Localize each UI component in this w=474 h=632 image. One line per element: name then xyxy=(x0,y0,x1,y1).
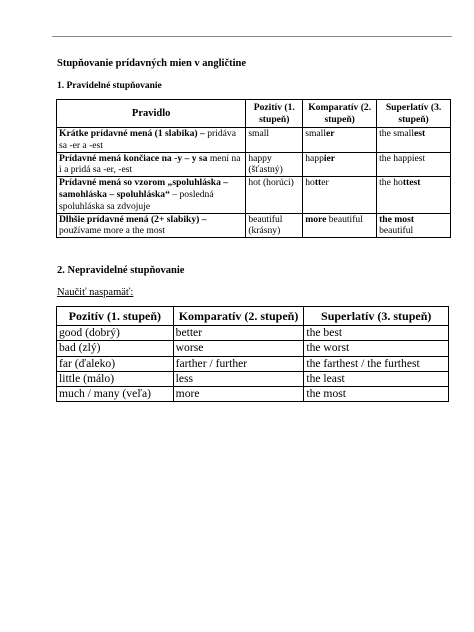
table-row xyxy=(57,213,451,238)
irregular-comparison-table xyxy=(56,306,449,402)
table-row xyxy=(57,387,449,402)
rule-text: mení na i a pridá sa -er, -est xyxy=(59,152,241,176)
superlative-cell-text: the ho xyxy=(379,177,403,189)
table-header-row xyxy=(57,100,451,128)
memorize-note: Naučiť naspamäť: xyxy=(57,287,134,298)
table-row xyxy=(57,341,449,356)
comparative-cell: more xyxy=(173,387,304,402)
table-row xyxy=(57,356,449,371)
superlative-cell-bold: the most xyxy=(379,213,415,225)
rule-cell xyxy=(57,177,246,213)
rule-bold: Krátke prídavné mená (1 slabika) – xyxy=(59,128,205,139)
header-komparativ: Komparatív (2. stupeň) xyxy=(173,307,304,326)
rule-bold: Prídavné mená končiace na -y – y sa xyxy=(59,152,208,164)
superlative-cell xyxy=(377,152,451,177)
superlative-cell xyxy=(377,177,451,213)
header-superlativ: Superlatív (3. stupeň) xyxy=(304,307,449,326)
top-rule xyxy=(52,36,452,37)
comparative-cell-text: small xyxy=(305,128,327,139)
comparative-cell-text: ho xyxy=(305,177,315,189)
comparative-cell xyxy=(303,152,377,177)
superlative-cell: the farthest / the furthest xyxy=(304,356,449,371)
rule-text: používame more a the most xyxy=(59,225,166,237)
table-row xyxy=(57,152,451,177)
comparative-cell-suffix: beautiful xyxy=(326,213,363,225)
rule-bold: Prídavné mená so vzorom „spoluhláska – samohláska – spoluhláska“ xyxy=(59,177,229,200)
comparative-cell xyxy=(303,177,377,213)
comparative-cell xyxy=(303,213,377,238)
comparative-cell: worse xyxy=(173,341,304,356)
header-pozitiv: Pozitív (1. stupeň) xyxy=(246,100,303,128)
superlative-cell-bold: est xyxy=(414,128,426,139)
comparative-cell xyxy=(303,128,377,153)
superlative-cell: the worst xyxy=(304,341,449,356)
superlative-cell-text: the small xyxy=(379,128,415,139)
positive-cell: bad (zlý) xyxy=(57,341,174,356)
rule-cell xyxy=(57,128,246,153)
rule-text: – posledná spoluhláska sa zdvojuje xyxy=(59,188,214,212)
header-pravidlo: Pravidlo xyxy=(57,100,246,128)
page-title: Stupňovanie prídavných mien v angličtine xyxy=(57,58,247,69)
header-superlativ: Superlatív (3. stupeň) xyxy=(377,100,451,128)
superlative-cell xyxy=(377,213,451,238)
superlative-cell-text: the happiest xyxy=(379,152,426,164)
comparative-cell-bold: ier xyxy=(323,152,336,164)
rule-bold: Dlhšie prídavné mená (2+ slabiky) – xyxy=(59,213,207,225)
table-row xyxy=(57,326,449,341)
comparative-cell-text: happ xyxy=(305,152,324,164)
positive-cell: hot (horúci) xyxy=(246,177,303,213)
comparative-cell-bold: er xyxy=(326,128,335,139)
positive-cell: little (málo) xyxy=(57,371,174,386)
comparative-cell-bold: tt xyxy=(314,177,322,189)
rule-cell xyxy=(57,213,246,238)
table-row xyxy=(57,371,449,386)
positive-cell: good (dobrý) xyxy=(57,326,174,341)
positive-cell: small xyxy=(246,128,303,153)
superlative-cell: the best xyxy=(304,326,449,341)
superlative-cell: the least xyxy=(304,371,449,386)
table-row xyxy=(57,128,451,153)
superlative-cell xyxy=(377,128,451,153)
positive-cell: far (ďaleko) xyxy=(57,356,174,371)
comparative-cell-suffix: er xyxy=(321,177,329,189)
positive-cell: much / many (veľa) xyxy=(57,387,174,402)
positive-cell: happy (šťastný) xyxy=(246,152,303,177)
table-row xyxy=(57,177,451,213)
superlative-cell-bold: ttest xyxy=(402,177,421,189)
comparative-cell-bold: more xyxy=(305,213,327,225)
positive-cell: beautiful (krásny) xyxy=(246,213,303,238)
superlative-cell: the most xyxy=(304,387,449,402)
rule-cell xyxy=(57,152,246,177)
regular-comparison-table xyxy=(56,99,451,238)
table-header-row xyxy=(57,307,449,326)
header-komparativ: Komparatív (2. stupeň) xyxy=(303,100,377,128)
comparative-cell: less xyxy=(173,371,304,386)
section2-heading: 2. Nepravidelné stupňovanie xyxy=(57,265,185,276)
superlative-cell-suffix: beautiful xyxy=(379,225,414,237)
header-pozitiv: Pozitív (1. stupeň) xyxy=(57,307,174,326)
comparative-cell: farther / further xyxy=(173,356,304,371)
rule-text: pridáva sa -er a -est xyxy=(59,128,236,151)
section1-heading: 1. Pravidelné stupňovanie xyxy=(57,81,162,91)
comparative-cell: better xyxy=(173,326,304,341)
